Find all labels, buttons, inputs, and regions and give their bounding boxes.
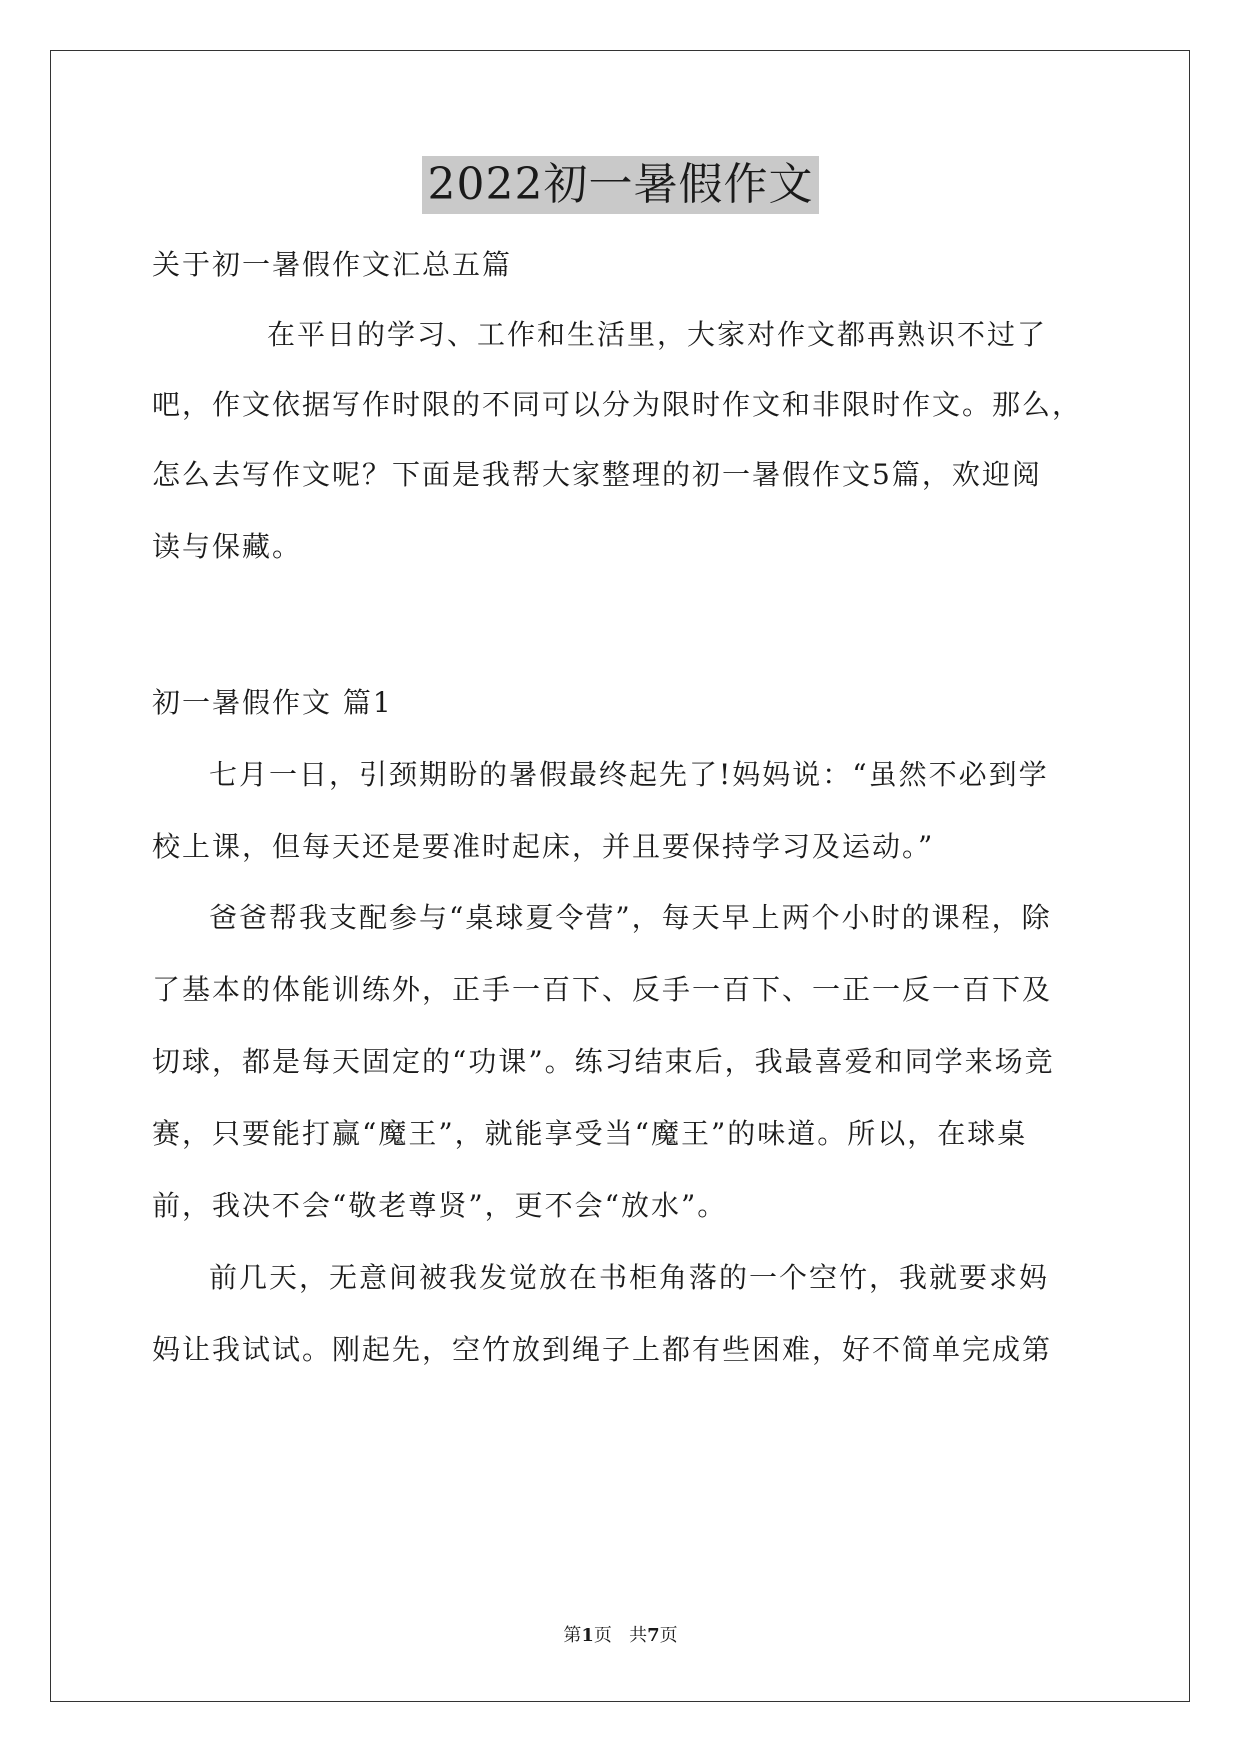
page-footer	[0, 1624, 1241, 1648]
footer-mid: 页 共	[593, 1625, 648, 1646]
footer-suffix: 页	[659, 1625, 678, 1646]
paragraph-line: 在平日的学习、工作和生活里，大家对作文都再熟识不过了	[267, 318, 1048, 351]
paragraph-line: 怎么去写作文呢？下面是我帮大家整理的初一暑假作文5篇，欢迎阅	[152, 458, 1042, 491]
paragraph-line: 七月一日，引颈期盼的暑假最终起先了!妈妈说：“虽然不必到学	[209, 758, 1049, 791]
paragraph-line: 了基本的体能训练外，正手一百下、反手一百下、一正一反一百下及	[152, 973, 1053, 1006]
paragraph-line: 校上课，但每天还是要准时起床，并且要保持学习及运动。”	[152, 830, 935, 863]
paragraph-line: 前，我决不会“敬老尊贤”，更不会“放水”。	[152, 1189, 728, 1222]
page-border	[50, 50, 1190, 1702]
footer-prefix: 第	[563, 1625, 582, 1646]
document-subtitle: 关于初一暑假作文汇总五篇	[152, 248, 513, 281]
paragraph-line: 妈让我试试。刚起先，空竹放到绳子上都有些困难，好不简单完成第	[152, 1333, 1053, 1366]
paragraph-line: 前几天，无意间被我发觉放在书柜角落的一个空竹，我就要求妈	[209, 1261, 1050, 1294]
footer-page-number: 1	[581, 1625, 594, 1646]
section-heading: 初一暑假作文 篇1	[152, 686, 393, 719]
paragraph-line: 吧，作文依据写作时限的不同可以分为限时作文和非限时作文。那么，	[152, 388, 1083, 421]
paragraph-line: 爸爸帮我支配参与“桌球夏令营”，每天早上两个小时的课程，除	[209, 901, 1052, 934]
footer-total-pages: 7	[647, 1625, 660, 1646]
paragraph-line: 读与保藏。	[152, 530, 303, 563]
document-title: 2022初一暑假作文	[422, 156, 820, 214]
title-container	[0, 156, 1241, 214]
paragraph-line: 切球，都是每天固定的“功课”。练习结束后，我最喜爱和同学来场竞	[152, 1045, 1055, 1078]
paragraph-line: 赛，只要能打赢“魔王”，就能享受当“魔王”的味道。所以，在球桌	[152, 1117, 1028, 1150]
